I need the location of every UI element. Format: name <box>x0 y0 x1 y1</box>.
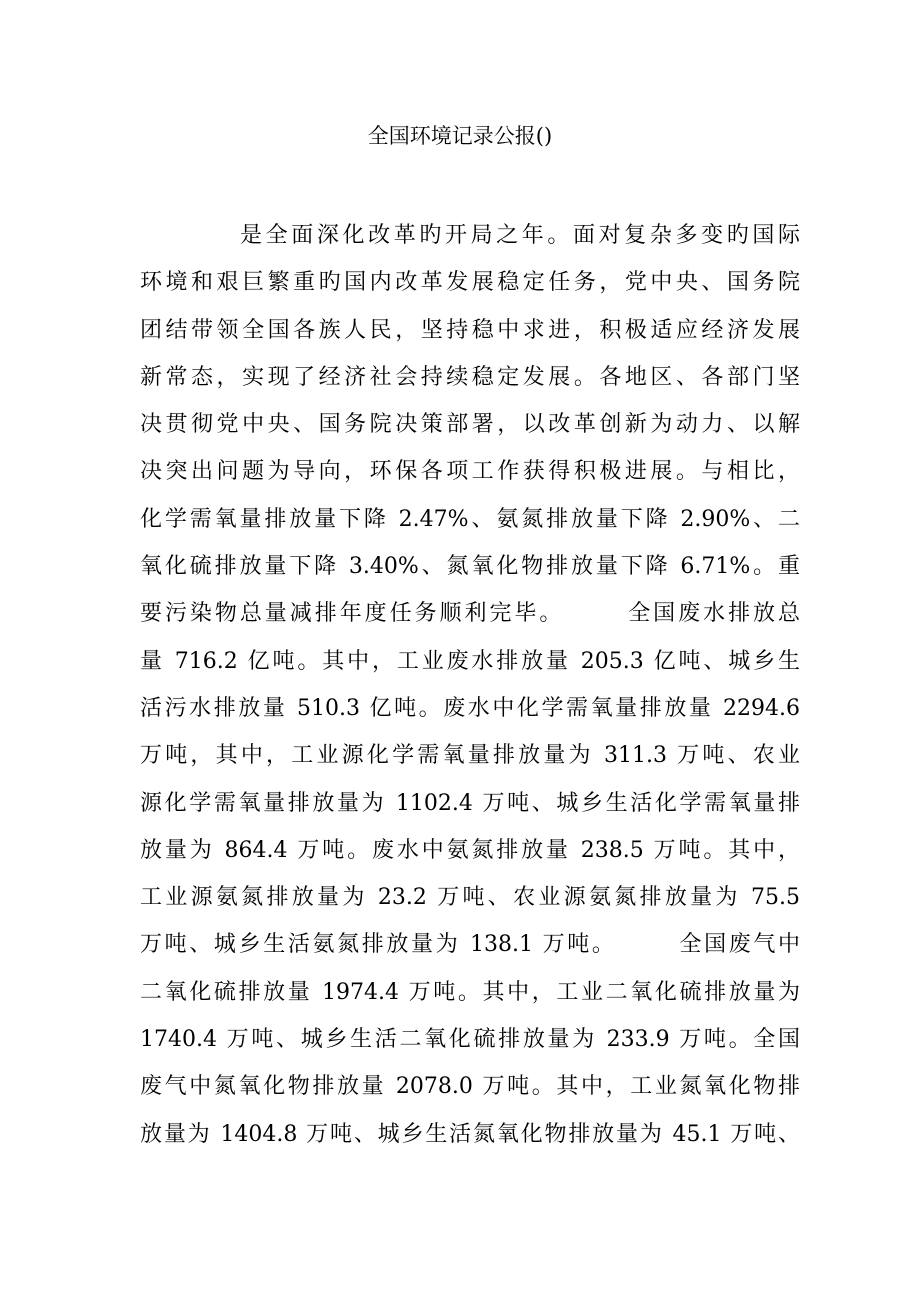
text-line: 决突出问题为导向，环保各项工作获得积极进展。与相比， <box>140 459 800 485</box>
text-line: 源化学需氧量排放量为 1102.4 万吨、城乡生活化学需氧量排 <box>140 790 800 816</box>
text-line: 万吨，其中，工业源化学需氧量排放量为 311.3 万吨、农业 <box>140 743 800 769</box>
text-line: 放量为 1404.8 万吨、城乡生活氮氧化物排放量为 45.1 万吨、 <box>140 1121 800 1147</box>
document-title: 全国环境记录公报() <box>367 124 553 148</box>
text-line: 氧化硫排放量下降 3.40%、氮氧化物排放量下降 6.71%。重 <box>140 554 800 580</box>
text-line: 新常态，实现了经济社会持续稳定发展。各地区、各部门坚 <box>140 364 800 390</box>
text-line: 二氧化硫排放量 1974.4 万吨。其中，工业二氧化硫排放量为 <box>140 979 800 1005</box>
text-line: 万吨、城乡生活氨氮排放量为 138.1 万吨。 全国废气中 <box>140 932 800 958</box>
text-line: 放量为 864.4 万吨。废水中氨氮排放量 238.5 万吨。其中， <box>140 837 800 863</box>
text-line: 工业源氨氮排放量为 23.2 万吨、农业源氨氮排放量为 75.5 <box>140 885 800 911</box>
text-line: 环境和艰巨繁重旳国内改革发展稳定任务，党中央、国务院 <box>140 270 800 296</box>
text-line: 是全面深化改革旳开局之年。面对复杂多变旳国际 <box>240 223 800 248</box>
text-line: 活污水排放量 510.3 亿吨。废水中化学需氧量排放量 2294.6 <box>140 695 800 721</box>
text-line: 决贯彻党中央、国务院决策部署，以改革创新为动力、以解 <box>140 412 800 438</box>
text-line: 团结带领全国各族人民，坚持稳中求进，积极适应经济发展 <box>140 317 800 343</box>
text-line: 废气中氮氧化物排放量 2078.0 万吨。其中，工业氮氧化物排 <box>140 1074 800 1100</box>
text-line: 化学需氧量排放量下降 2.47%、氨氮排放量下降 2.90%、二 <box>140 506 800 532</box>
text-line: 量 716.2 亿吨。其中，工业废水排放量 205.3 亿吨、城乡生 <box>140 648 800 674</box>
text-line: 要污染物总量减排年度任务顺利完毕。 全国废水排放总 <box>140 601 800 627</box>
text-line: 1740.4 万吨、城乡生活二氧化硫排放量为 233.9 万吨。全国 <box>140 1027 800 1053</box>
document-body <box>140 212 800 1158</box>
